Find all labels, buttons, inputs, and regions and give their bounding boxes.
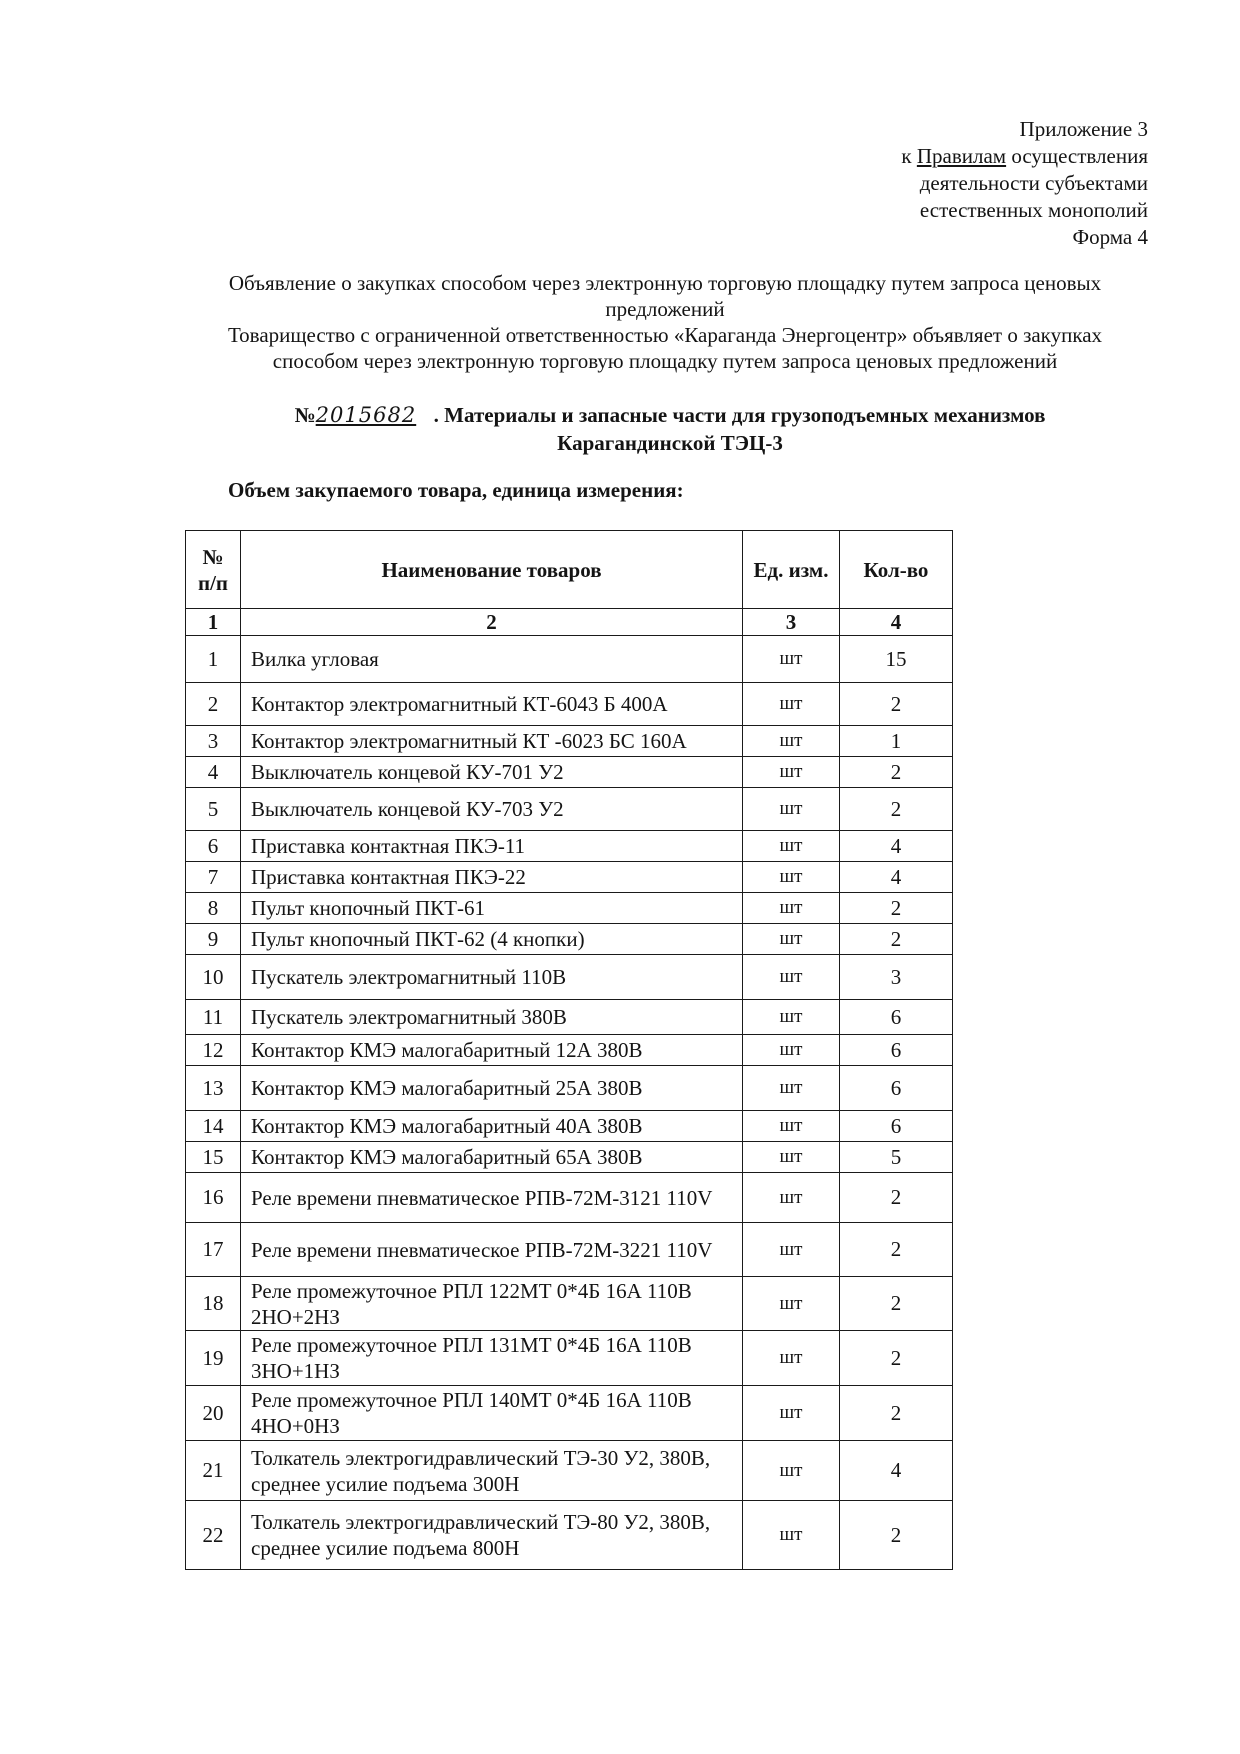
quantity: 2: [840, 1331, 953, 1386]
product-name: Реле времени пневматическое РПВ-72М-3121 110V: [241, 1173, 743, 1223]
product-name: Вилка угловая: [241, 636, 743, 683]
unit-of-measure: шт: [743, 1066, 840, 1111]
quantity: 6: [840, 1000, 953, 1035]
table-row: [186, 1066, 953, 1111]
table-row: [186, 1173, 953, 1223]
header-name: Наименование товаров: [241, 531, 743, 609]
product-name: Приставка контактная ПКЭ-22: [241, 862, 743, 893]
appendix-rules-line: [901, 143, 1148, 170]
quantity: 2: [840, 1501, 953, 1570]
quantity: 4: [840, 862, 953, 893]
product-name: Выключатель концевой КУ-703 У2: [241, 788, 743, 831]
unit-of-measure: шт: [743, 862, 840, 893]
row-number: 19: [186, 1331, 241, 1386]
row-number: 15: [186, 1142, 241, 1173]
row-number: 2: [186, 683, 241, 726]
lot-title-line-2: Карагандинской ТЭЦ-3: [557, 431, 783, 455]
row-number: 13: [186, 1066, 241, 1111]
unit-of-measure: шт: [743, 893, 840, 924]
unit-of-measure: шт: [743, 788, 840, 831]
volume-label: Объем закупаемого товара, единица измерения:: [228, 478, 684, 502]
quantity: 4: [840, 1441, 953, 1501]
rules-suffix: осуществления: [1006, 144, 1148, 168]
unit-of-measure: шт: [743, 1173, 840, 1223]
quantity: 2: [840, 683, 953, 726]
row-number: 16: [186, 1173, 241, 1223]
unit-of-measure: шт: [743, 1035, 840, 1066]
row-number: 11: [186, 1000, 241, 1035]
table-row: [186, 831, 953, 862]
quantity: 6: [840, 1035, 953, 1066]
table-row: [186, 683, 953, 726]
quantity: 2: [840, 1277, 953, 1331]
row-number: 17: [186, 1223, 241, 1277]
header-num: № п/п: [186, 531, 241, 609]
product-name: Пульт кнопочный ПКТ-62 (4 кнопки): [241, 924, 743, 955]
table-row: [186, 893, 953, 924]
announcement-line-3: Товарищество с ограниченной ответственностью «Караганда Энергоцентр» объявляет о закупках: [227, 323, 1103, 347]
unit-of-measure: шт: [743, 683, 840, 726]
table-row: [186, 1331, 953, 1386]
announcement-line-2: предложений: [605, 297, 725, 321]
table-row: [186, 1000, 953, 1035]
unit-of-measure: шт: [743, 1441, 840, 1501]
row-number: 12: [186, 1035, 241, 1066]
unit-of-measure: шт: [743, 1000, 840, 1035]
quantity: 6: [840, 1066, 953, 1111]
quantity: 5: [840, 1142, 953, 1173]
quantity: 4: [840, 831, 953, 862]
table-row: [186, 924, 953, 955]
product-name: Реле промежуточное РПЛ 122МТ 0*4Б 16А 110В 2НО+2НЗ: [241, 1277, 743, 1331]
unit-of-measure: шт: [743, 636, 840, 683]
row-number: 9: [186, 924, 241, 955]
column-index: 3: [743, 609, 840, 636]
table-row: [186, 1111, 953, 1142]
quantity: 3: [840, 955, 953, 1000]
row-number: 22: [186, 1501, 241, 1570]
rules-link[interactable]: Правилам: [916, 144, 1007, 168]
unit-of-measure: шт: [743, 924, 840, 955]
quantity: 2: [840, 924, 953, 955]
quantity: 2: [840, 1386, 953, 1441]
row-number: 18: [186, 1277, 241, 1331]
table-row: [186, 1223, 953, 1277]
lot-number-sign: №: [294, 403, 316, 427]
table-row: [186, 726, 953, 757]
lot-title: [240, 401, 1100, 457]
row-number: 5: [186, 788, 241, 831]
row-number: 14: [186, 1111, 241, 1142]
appendix-line3: деятельности субъектами: [919, 171, 1148, 195]
table-row: [186, 788, 953, 831]
unit-of-measure: шт: [743, 757, 840, 788]
quantity: 1: [840, 726, 953, 757]
table-row: [186, 1035, 953, 1066]
table-row: [186, 955, 953, 1000]
product-name: Контактор электромагнитный КТ -6023 БС 160А: [241, 726, 743, 757]
table-row: [186, 862, 953, 893]
product-name: Пульт кнопочный ПКТ-61: [241, 893, 743, 924]
quantity: 2: [840, 893, 953, 924]
quantity: 2: [840, 1223, 953, 1277]
unit-of-measure: шт: [743, 726, 840, 757]
product-name: Толкатель электрогидравлический ТЭ-30 У2, 380В, среднее усилие подъема 300Н: [241, 1441, 743, 1501]
row-number: 20: [186, 1386, 241, 1441]
product-name: Контактор электромагнитный КТ-6043 Б 400А: [241, 683, 743, 726]
product-name: Контактор КМЭ малогабаритный 65А 380В: [241, 1142, 743, 1173]
product-name: Пускатель электромагнитный 110В: [241, 955, 743, 1000]
column-index-row: [186, 609, 953, 636]
quantity: 2: [840, 757, 953, 788]
table-row: [186, 1142, 953, 1173]
table-row: [186, 636, 953, 683]
quantity: 2: [840, 788, 953, 831]
lot-title-line-1: . Материалы и запасные части для грузоподъемных механизмов: [433, 403, 1046, 427]
row-number: 21: [186, 1441, 241, 1501]
product-name: Контактор КМЭ малогабаритный 12А 380В: [241, 1035, 743, 1066]
product-name: Приставка контактная ПКЭ-11: [241, 831, 743, 862]
row-number: 8: [186, 893, 241, 924]
form-number: Форма 4: [1072, 225, 1148, 249]
announcement-line-4: способом через электронную торговую площадку путем запроса ценовых предложений: [272, 349, 1058, 373]
unit-of-measure: шт: [743, 1331, 840, 1386]
product-name: Контактор КМЭ малогабаритный 25А 380В: [241, 1066, 743, 1111]
product-name: Реле промежуточное РПЛ 140МТ 0*4Б 16А 110В 4НО+0НЗ: [241, 1386, 743, 1441]
unit-of-measure: шт: [743, 1142, 840, 1173]
quantity: 6: [840, 1111, 953, 1142]
product-name: Реле промежуточное РПЛ 131МТ 0*4Б 16А 110В 3НО+1НЗ: [241, 1331, 743, 1386]
unit-of-measure: шт: [743, 1223, 840, 1277]
table-row: [186, 757, 953, 788]
header-unit: Ед. изм.: [743, 531, 840, 609]
product-name: Пускатель электромагнитный 380В: [241, 1000, 743, 1035]
lot-number-handwritten: 2015682: [315, 403, 417, 427]
table-body: [186, 636, 953, 1570]
announcement-line-1: Объявление о закупках способом через электронную торговую площадку путем запроса ценовых: [228, 271, 1102, 295]
appendix-number: Приложение 3: [1019, 117, 1148, 141]
quantity: 2: [840, 1173, 953, 1223]
row-number: 3: [186, 726, 241, 757]
row-number: 1: [186, 636, 241, 683]
table-row: [186, 1386, 953, 1441]
unit-of-measure: шт: [743, 1386, 840, 1441]
row-number: 10: [186, 955, 241, 1000]
product-name: Выключатель концевой КУ-701 У2: [241, 757, 743, 788]
product-name: Толкатель электрогидравлический ТЭ-80 У2, 380В, среднее усилие подъема 800Н: [241, 1501, 743, 1570]
column-index: 1: [186, 609, 241, 636]
unit-of-measure: шт: [743, 831, 840, 862]
product-name: Контактор КМЭ малогабаритный 40А 380В: [241, 1111, 743, 1142]
appendix-header: [901, 116, 1148, 251]
table-header-row: [186, 531, 953, 609]
column-index: 2: [241, 609, 743, 636]
quantity: 15: [840, 636, 953, 683]
unit-of-measure: шт: [743, 955, 840, 1000]
row-number: 6: [186, 831, 241, 862]
unit-of-measure: шт: [743, 1111, 840, 1142]
table-row: [186, 1441, 953, 1501]
appendix-line4: естественных монополий: [919, 198, 1148, 222]
rules-prefix: к: [901, 144, 917, 168]
row-number: 4: [186, 757, 241, 788]
announcement-text: [165, 270, 1165, 374]
column-index: 4: [840, 609, 953, 636]
header-qty: Кол-во: [840, 531, 953, 609]
unit-of-measure: шт: [743, 1277, 840, 1331]
goods-table: [185, 530, 953, 1570]
table-row: [186, 1277, 953, 1331]
row-number: 7: [186, 862, 241, 893]
product-name: Реле времени пневматическое РПВ-72М-3221 110V: [241, 1223, 743, 1277]
table-row: [186, 1501, 953, 1570]
unit-of-measure: шт: [743, 1501, 840, 1570]
